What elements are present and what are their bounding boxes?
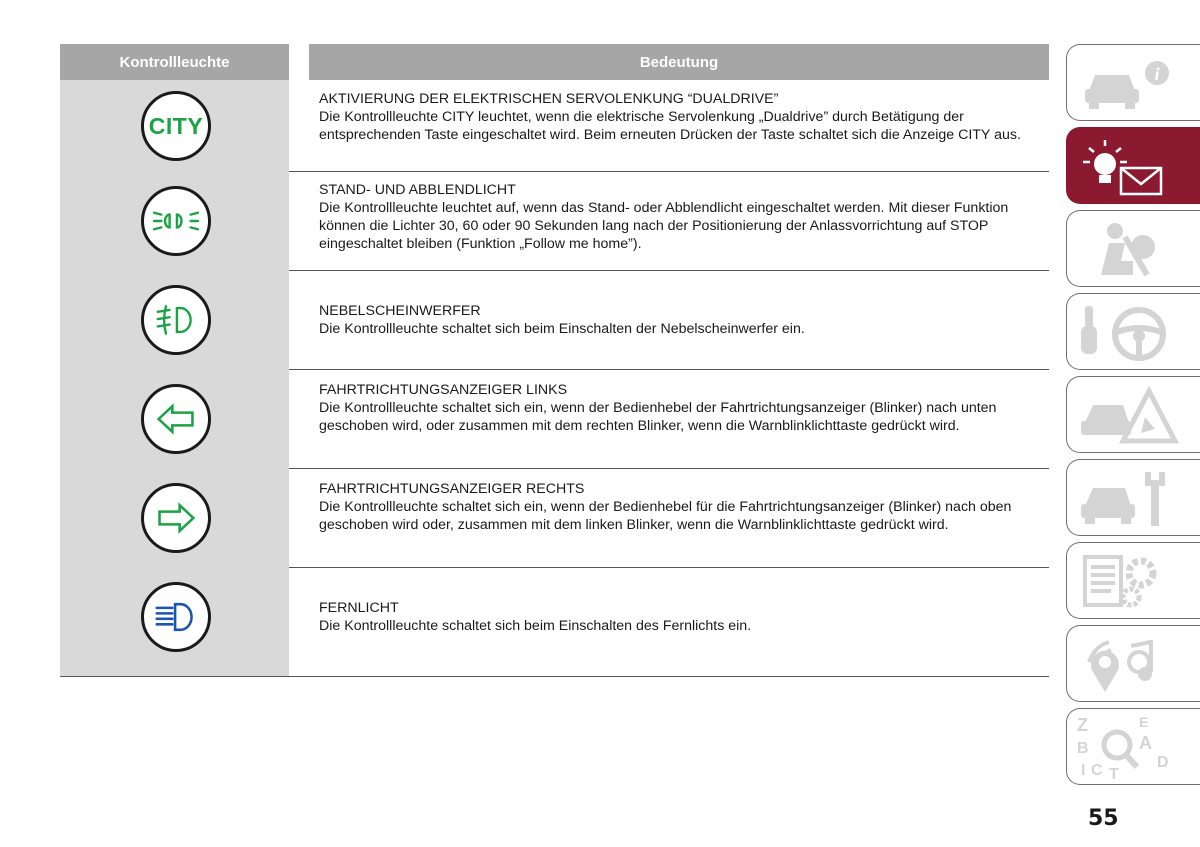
tab-maintenance[interactable] bbox=[1066, 459, 1200, 536]
multimedia-music-icon bbox=[1075, 632, 1185, 696]
tab-multimedia[interactable] bbox=[1066, 625, 1200, 702]
tab-warning-lights[interactable] bbox=[1066, 127, 1200, 204]
left-turn-signal-icon bbox=[141, 384, 211, 454]
row-body: Die Kontrollleuchte CITY leuchtet, wenn die elektrische Servolenkung „Dualdrive” durch Betätigung der entsprechenden Taste eingeschaltet wird. Beim erneuten Drücken der Taste schaltet sich die Anzeige CITY aus. bbox=[319, 109, 1021, 143]
indicator-cell bbox=[60, 468, 289, 567]
alphabetical-index-icon bbox=[1075, 715, 1185, 779]
column-header-meaning: Bedeutung bbox=[309, 44, 1049, 80]
key-steering-wheel-icon bbox=[1075, 300, 1185, 364]
row-body: Die Kontrollleuchte schaltet sich beim Einschalten der Nebelscheinwerfer ein. bbox=[319, 321, 805, 337]
meaning-cell bbox=[319, 302, 1039, 338]
index-letter: C bbox=[1091, 762, 1103, 779]
meaning-cell bbox=[319, 480, 1039, 534]
indicator-cell bbox=[60, 270, 289, 369]
row-title: FAHRTRICHTUNGSANZEIGER LINKS bbox=[319, 382, 568, 398]
row-title: FAHRTRICHTUNGSANZEIGER RECHTS bbox=[319, 481, 585, 497]
row-body: Die Kontrollleuchte schaltet sich ein, wenn der Bedienhebel für die Fahrtrichtungsanzeiger (Blinker) nach oben geschoben wird oder, zusammen mit dem linken Blinker, wenn die Warnblinklichttaste gedrückt wird. bbox=[319, 499, 1012, 533]
table-row bbox=[60, 80, 1049, 172]
warning-light-message-icon bbox=[1075, 134, 1185, 198]
index-letter: I bbox=[1081, 762, 1086, 779]
row-body: Die Kontrollleuchte leuchtet auf, wenn das Stand- oder Abblendlicht eingeschaltet werden. Mit dieser Funktion können die Lichter 30, 60 oder 90 Sekunden lang nach der Positionierung der Anlassvorrichtung auf STOP eingeschaltet bleiben (Funktion „Follow me home”). bbox=[319, 200, 1009, 252]
tab-safety[interactable] bbox=[1066, 210, 1200, 287]
right-turn-signal-icon bbox=[141, 483, 211, 553]
airbag-safety-icon bbox=[1075, 217, 1185, 281]
indicator-cell bbox=[60, 80, 289, 171]
tab-car-info[interactable] bbox=[1066, 44, 1200, 121]
meaning-cell bbox=[319, 599, 1039, 635]
indicator-cell bbox=[60, 567, 289, 676]
meaning-cell bbox=[319, 381, 1039, 435]
meaning-cell bbox=[319, 90, 1039, 144]
car-info-icon bbox=[1075, 51, 1185, 115]
table-row bbox=[60, 171, 1049, 271]
index-letter: A bbox=[1139, 733, 1152, 753]
index-letter: E bbox=[1139, 715, 1149, 730]
index-letter: Z bbox=[1077, 715, 1088, 735]
row-body: Die Kontrollleuchte schaltet sich ein, wenn der Bedienhebel der Fahrtrichtungsanzeiger (Blinker) nach unten geschoben wird, oder zusammen mit dem rechten Blinker, wenn die Warnblinklichttaste gedrückt wird. bbox=[319, 400, 997, 434]
specs-gears-icon bbox=[1075, 549, 1185, 613]
table-row bbox=[60, 468, 1049, 568]
tab-emergency[interactable] bbox=[1066, 376, 1200, 453]
index-letter: D bbox=[1157, 754, 1169, 771]
tab-index[interactable] bbox=[1066, 708, 1200, 785]
row-title: NEBELSCHEINWERFER bbox=[319, 303, 481, 319]
fog-light-icon bbox=[141, 285, 211, 355]
row-title: AKTIVIERUNG DER ELEKTRISCHEN SERVOLENKUNG “DUALDRIVE” bbox=[319, 91, 779, 107]
tab-starting-driving[interactable] bbox=[1066, 293, 1200, 370]
row-title: FERNLICHT bbox=[319, 600, 399, 616]
car-accident-warning-icon bbox=[1075, 383, 1185, 447]
indicator-cell bbox=[60, 369, 289, 468]
svg-text:i: i bbox=[1154, 64, 1160, 84]
page-number: 55 bbox=[1088, 806, 1119, 831]
column-header-indicator: Kontrollleuchte bbox=[60, 44, 289, 80]
high-beam-icon bbox=[141, 582, 211, 652]
city-icon: CITY bbox=[141, 91, 211, 161]
row-body: Die Kontrollleuchte schaltet sich beim Einschalten des Fernlichts ein. bbox=[319, 618, 752, 634]
tab-technical-data[interactable] bbox=[1066, 542, 1200, 619]
table-row bbox=[60, 369, 1049, 469]
row-title: STAND- UND ABBLENDLICHT bbox=[319, 182, 516, 198]
table-row bbox=[60, 270, 1049, 370]
parking-light-icon bbox=[141, 186, 211, 256]
index-letter: T bbox=[1109, 766, 1119, 779]
meaning-cell bbox=[319, 181, 1039, 253]
car-wrench-icon bbox=[1075, 466, 1185, 530]
indicator-cell bbox=[60, 171, 289, 270]
table-row bbox=[60, 567, 1049, 677]
index-letter: B bbox=[1077, 740, 1089, 757]
